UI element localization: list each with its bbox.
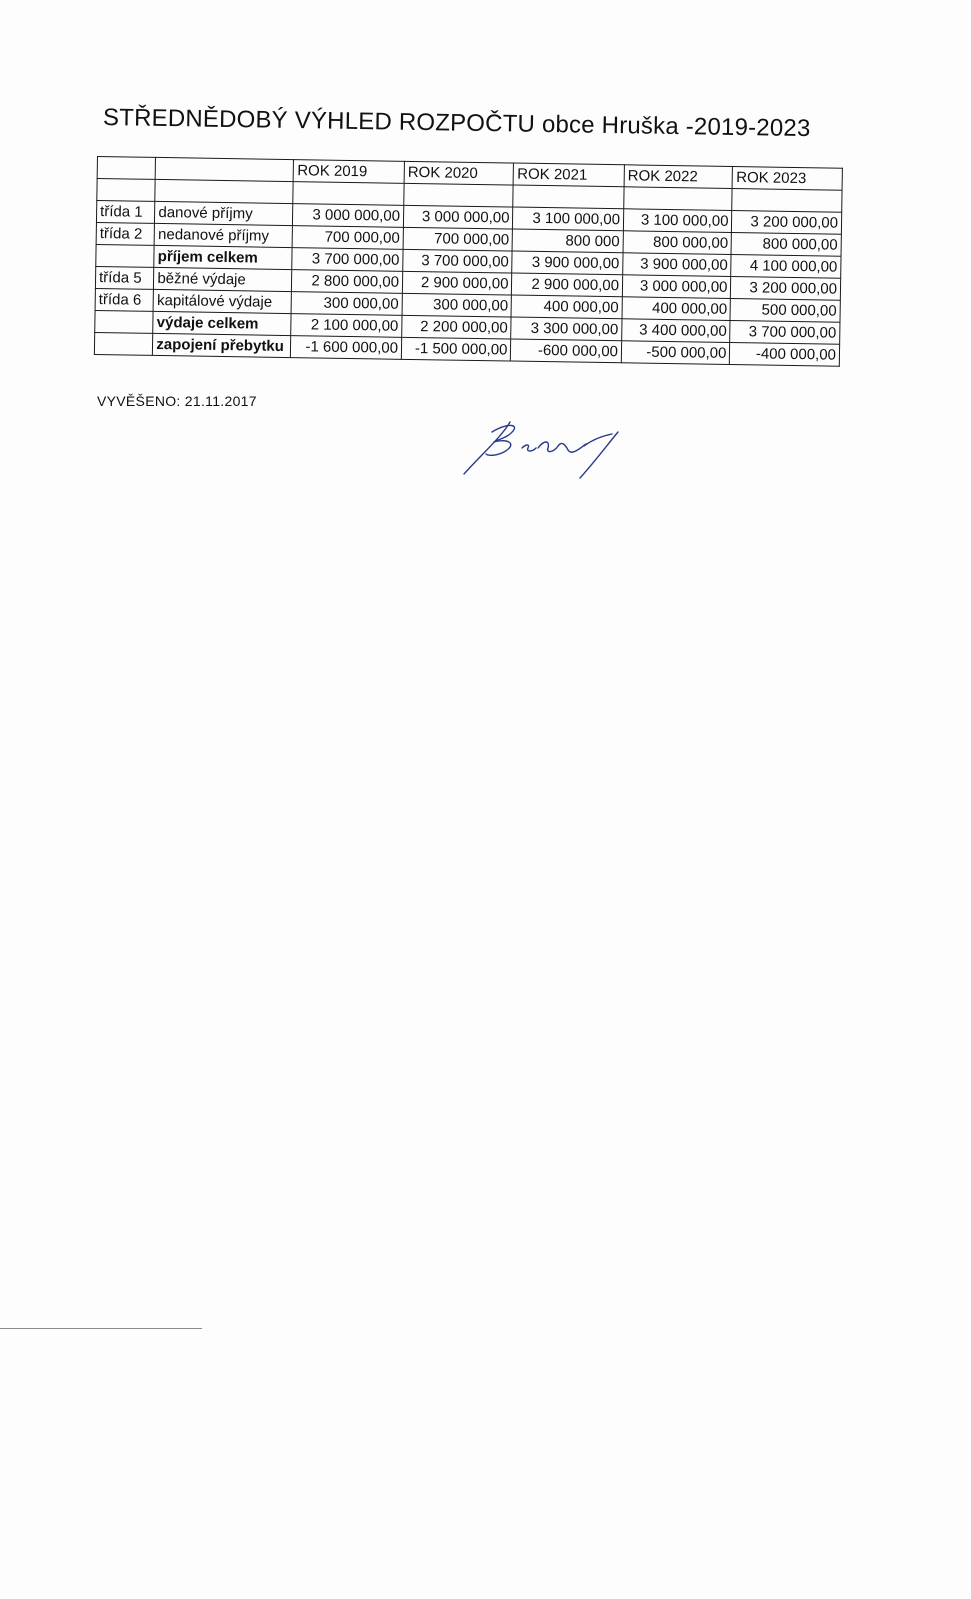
- value-cell: 3 400 000,00: [622, 319, 731, 343]
- posted-date: VYVĚŠENO: 21.11.2017: [97, 393, 257, 409]
- value-cell: 300 000,00: [402, 293, 512, 317]
- header-cell-2023: ROK 2023: [733, 166, 843, 190]
- row-class-cell: [94, 332, 153, 355]
- value-cell: 3 700 000,00: [403, 249, 513, 273]
- empty-cell: [155, 179, 293, 203]
- value-cell: -500 000,00: [621, 341, 730, 365]
- value-cell: 3 900 000,00: [623, 253, 732, 277]
- scan-edge-line: [0, 1328, 202, 1329]
- header-cell-2020: ROK 2020: [404, 161, 514, 185]
- value-cell: -1 500 000,00: [401, 337, 511, 361]
- header-cell-2021: ROK 2021: [514, 163, 625, 187]
- row-label-cell: výdaje celkem: [153, 311, 291, 335]
- empty-cell: [513, 185, 624, 209]
- empty-cell: [404, 183, 514, 207]
- value-cell: 2 900 000,00: [402, 271, 512, 295]
- value-cell: 3 100 000,00: [513, 207, 624, 231]
- value-cell: -400 000,00: [730, 342, 840, 366]
- budget-table: [94, 156, 843, 367]
- value-cell: 500 000,00: [730, 298, 840, 322]
- row-class-cell: třída 2: [96, 222, 155, 245]
- row-label-cell: nedanové příjmy: [154, 223, 292, 247]
- value-cell: 3 100 000,00: [623, 209, 732, 233]
- row-class-cell: třída 5: [95, 266, 154, 289]
- value-cell: 400 000,00: [511, 295, 622, 319]
- value-cell: 3 700 000,00: [730, 320, 840, 344]
- row-class-cell: třída 6: [95, 288, 154, 311]
- value-cell: 3 900 000,00: [512, 251, 623, 275]
- empty-cell: [732, 188, 842, 212]
- empty-cell: [624, 187, 733, 211]
- page-title: STŘEDNĚDOBÝ VÝHLED ROZPOČTU obce Hruška -2019-2023: [102, 104, 811, 143]
- signature-icon: [462, 418, 632, 482]
- row-class-cell: [96, 244, 155, 267]
- value-cell: 3 000 000,00: [622, 275, 731, 299]
- value-cell: 2 200 000,00: [402, 315, 512, 339]
- header-cell-2022: ROK 2022: [624, 165, 733, 189]
- row-label-cell: kapitálové výdaje: [153, 289, 291, 313]
- budget-table-container: [94, 156, 843, 367]
- value-cell: 2 100 000,00: [291, 314, 402, 338]
- header-cell-label: [155, 157, 293, 181]
- value-cell: -1 600 000,00: [291, 336, 402, 360]
- row-label-cell: příjem celkem: [154, 245, 292, 269]
- value-cell: 2 900 000,00: [512, 273, 623, 297]
- empty-cell: [97, 179, 156, 202]
- value-cell: 700 000,00: [293, 226, 404, 250]
- value-cell: 3 300 000,00: [511, 317, 622, 341]
- header-cell-class: [97, 157, 156, 180]
- value-cell: 700 000,00: [403, 227, 513, 251]
- value-cell: 3 000 000,00: [293, 204, 404, 228]
- value-cell: -600 000,00: [511, 339, 622, 363]
- header-cell-2019: ROK 2019: [294, 160, 405, 184]
- value-cell: 300 000,00: [292, 292, 403, 316]
- value-cell: 3 200 000,00: [731, 276, 841, 300]
- value-cell: 800 000,00: [623, 231, 732, 255]
- row-label-cell: danové příjmy: [155, 201, 293, 225]
- row-class-cell: [95, 310, 154, 333]
- value-cell: 3 000 000,00: [403, 205, 513, 229]
- value-cell: 4 100 000,00: [731, 254, 841, 278]
- value-cell: 400 000,00: [622, 297, 731, 321]
- value-cell: 800 000: [513, 229, 624, 253]
- value-cell: 2 800 000,00: [292, 270, 403, 294]
- value-cell: 3 200 000,00: [732, 210, 842, 234]
- value-cell: 3 700 000,00: [292, 248, 403, 272]
- value-cell: 800 000,00: [731, 232, 841, 256]
- row-class-cell: třída 1: [96, 201, 155, 224]
- row-label-cell: zapojení přebytku: [153, 333, 291, 357]
- row-label-cell: běžné výdaje: [154, 267, 292, 291]
- empty-cell: [293, 182, 404, 206]
